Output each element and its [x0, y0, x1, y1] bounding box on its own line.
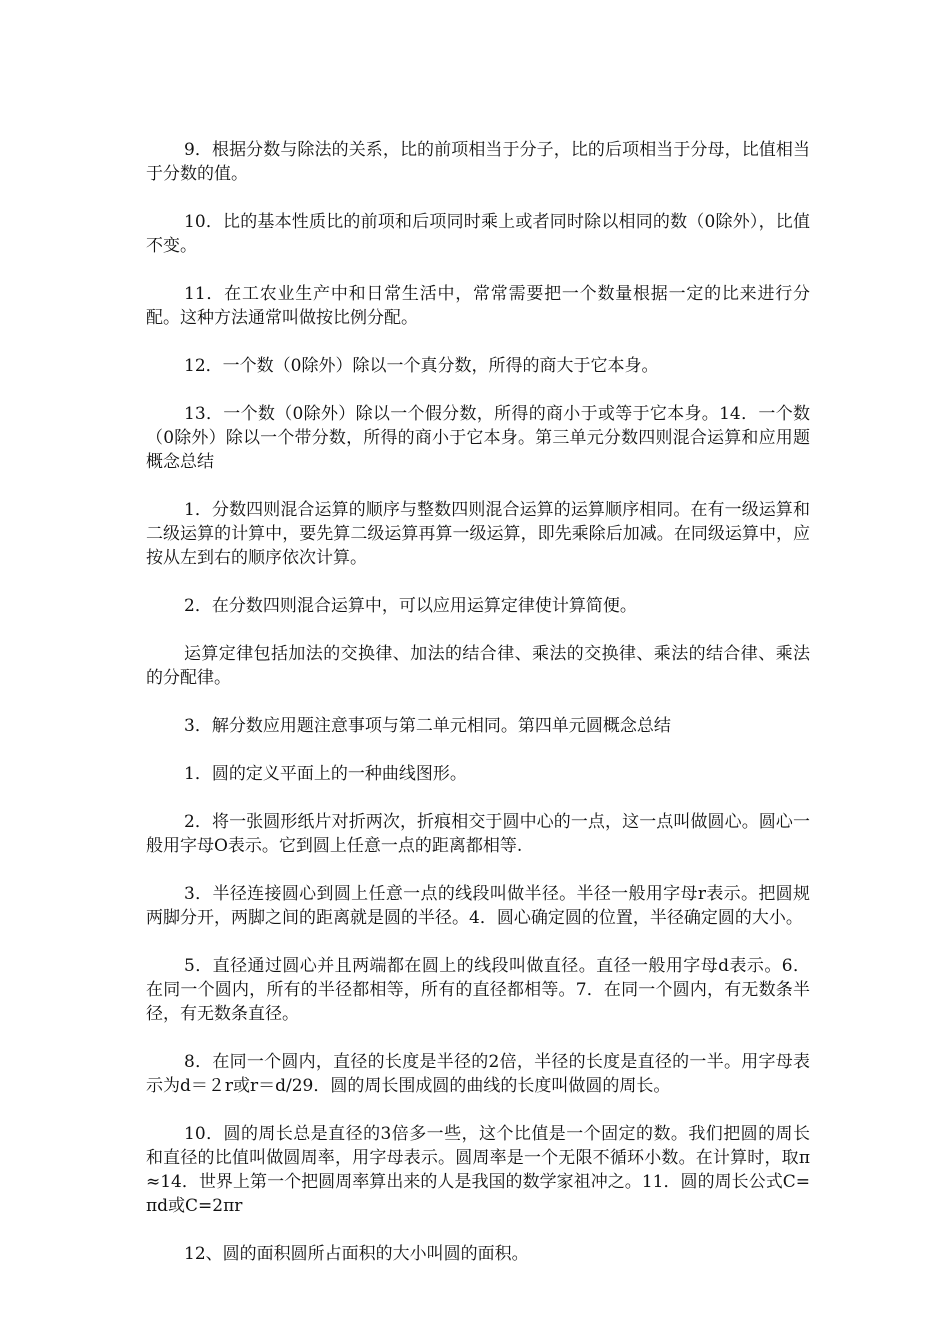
paragraph-pi: 10．圆的周长总是直径的3倍多一些，这个比值是一个固定的数。我们把圆的周长和直径的比值叫做圆周率，用字母表示。圆周率是一个无限不循环小数。在计算时，取π≈14．世界上第一个把圆周率算出来的人是我国的数学家祖冲之。11．圆的周长公式C=πd或C=2πr: [146, 1124, 810, 1216]
paragraph-ratio-fraction-relation: 9．根据分数与除法的关系，比的前项相当于分子，比的后项相当于分母，比值相当于分数的值。: [146, 140, 810, 184]
paragraph-circle-area: 12、圆的面积圆所占面积的大小叫圆的面积。: [184, 1244, 529, 1264]
paragraph-fraction-word-problems: 3．解分数应用题注意事项与第二单元相同。第四单元圆概念总结: [184, 716, 671, 736]
paragraph-circle-center: 2．将一张圆形纸片对折两次，折痕相交于圆中心的一点，这一点叫做圆心。圆心一般用字母O表示。它到圆上任意一点的距离都相等.: [146, 812, 810, 856]
paragraph-radius: 3．半径连接圆心到圆上任意一点的线段叫做半径。半径一般用字母r表示。把圆规两脚分开，两脚之间的距离就是圆的半径。4．圆心确定圆的位置，半径确定圆的大小。: [146, 884, 810, 928]
paragraph-proportional-distribution: 11．在工农业生产中和日常生活中，常常需要把一个数量根据一定的比来进行分配。这种方法通常叫做按比例分配。: [146, 284, 810, 328]
paragraph-operation-laws-list: 运算定律包括加法的交换律、加法的结合律、乘法的交换律、乘法的结合律、乘法的分配律。: [146, 644, 810, 688]
paragraph-divide-improper-fraction: 13．一个数（0除外）除以一个假分数，所得的商小于或等于它本身。14．一个数（0除外）除以一个带分数，所得的商小于它本身。第三单元分数四则混合运算和应用题概念总结: [146, 404, 810, 472]
paragraph-circle-definition: 1．圆的定义平面上的一种曲线图形。: [184, 764, 467, 784]
paragraph-diameter-radius-relation: 8．在同一个圆内，直径的长度是半径的2倍，半径的长度是直径的一半。用字母表示为d＝２r或r＝d/29．圆的周长围成圆的曲线的长度叫做圆的周长。: [146, 1052, 810, 1096]
paragraph-diameter: 5．直径通过圆心并且两端都在圆上的线段叫做直径。直径一般用字母d表示。6．在同一个圆内，所有的半径都相等，所有的直径都相等。7．在同一个圆内，有无数条半径，有无数条直径。: [146, 956, 810, 1024]
paragraph-operation-laws-simplify: 2．在分数四则混合运算中，可以应用运算定律使计算简便。: [184, 596, 637, 616]
paragraph-divide-proper-fraction: 12．一个数（0除外）除以一个真分数，所得的商大于它本身。: [184, 356, 659, 376]
paragraph-ratio-basic-property: 10．比的基本性质比的前项和后项同时乘上或者同时除以相同的数（0除外），比值不变。: [146, 212, 810, 256]
document-body: [146, 138, 810, 1290]
paragraph-mixed-operations-order: 1．分数四则混合运算的顺序与整数四则混合运算的运算顺序相同。在有一级运算和二级运算的计算中，要先算二级运算再算一级运算，即先乘除后加减。在同级运算中，应按从左到右的顺序依次计算。: [146, 500, 810, 568]
